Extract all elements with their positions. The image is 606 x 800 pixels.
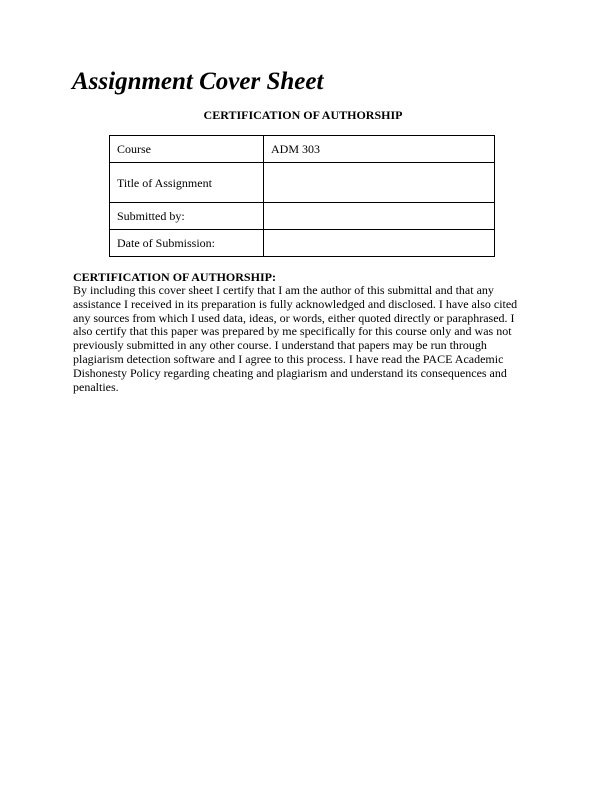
- title-of-assignment-label: Title of Assignment: [110, 163, 264, 203]
- assignment-info-table: [109, 135, 495, 257]
- certification-line: plagiarism detection software and I agree to this process. I have read the PACE Academic: [73, 351, 504, 366]
- table-row-course: [110, 136, 495, 163]
- submitted-by-value: [264, 203, 495, 230]
- course-label: Course: [110, 136, 264, 163]
- date-of-submission-value: [264, 230, 495, 257]
- certification-heading: CERTIFICATION OF AUTHORSHIP:: [73, 270, 276, 284]
- date-of-submission-label: Date of Submission:: [110, 230, 264, 257]
- certification-line: any sources from which I used data, ideas, or words, either quoted directly or paraphrased. I: [73, 310, 515, 325]
- certification-line: penalties.: [73, 379, 119, 394]
- table-row-submitted-by: [110, 203, 495, 230]
- certification-statement: [73, 284, 543, 394]
- certification-line: Dishonesty Policy regarding cheating and plagiarism and understand its consequences and: [73, 365, 507, 380]
- table-row-title-of-assignment: [110, 163, 495, 203]
- certification-subtitle: CERTIFICATION OF AUTHORSHIP: [203, 108, 403, 122]
- certification-line: By including this cover sheet I certify that I am the author of this submittal and that any: [73, 283, 494, 297]
- certification-line: also certify that this paper was prepared by me specifically for this course only and was not: [73, 324, 512, 339]
- page-title: Assignment Cover Sheet: [72, 68, 324, 95]
- certification-line: assistance I received in its preparation is fully acknowledged and disclosed. I have also cited: [73, 296, 518, 311]
- certification-line: previously submitted in any other course. I understand that papers may be run through: [73, 338, 487, 353]
- table-row-date-of-submission: [110, 230, 495, 257]
- submitted-by-label: Submitted by:: [110, 203, 264, 230]
- course-value: ADM 303: [264, 136, 495, 163]
- title-of-assignment-value: [264, 163, 495, 203]
